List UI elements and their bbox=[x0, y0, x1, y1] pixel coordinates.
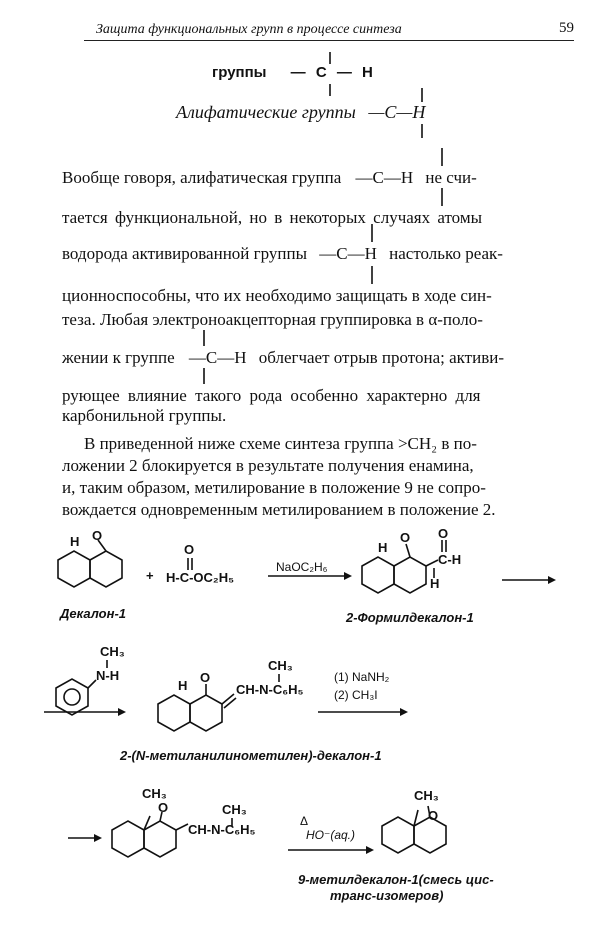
methyl-N-CH3: CH₃ bbox=[222, 802, 247, 817]
paragraph-1-line-2: тается функциональной, но в некоторых случаях атомы bbox=[62, 208, 483, 227]
paragraph-2-line-2: ложении 2 блокируется в результате получения енамина, bbox=[62, 456, 474, 475]
reagent-methyl-iodide: (2) CH₃I bbox=[334, 688, 378, 702]
ester-O: O bbox=[184, 542, 195, 557]
final-ring-O: O bbox=[428, 808, 439, 823]
paragraph-2-line-1: В приведенной ниже схеме синтеза группа >CH₂ в по- bbox=[84, 434, 477, 453]
page-number: 59 bbox=[559, 20, 574, 36]
paragraph-1-line-4: ционноспособны, что их необходимо защищать в ходе син- bbox=[62, 286, 492, 305]
paragraph-1-line-6: жении к группе —C—H облегчает отрыв протона; активи- bbox=[62, 348, 504, 367]
paragraph-1-line-3: водорода активированной группы —C—H настолько реак- bbox=[62, 244, 503, 263]
methyl-ring-O: O bbox=[158, 800, 169, 815]
formula-aliphatic: Алифатические группы —C—H bbox=[176, 102, 426, 122]
formula-groups-label: группы bbox=[212, 64, 267, 81]
decalone-structure bbox=[58, 540, 122, 587]
paragraph-2-line-3: и, таким образом, метилирование в положение 9 не сопро- bbox=[62, 478, 486, 497]
formyl-H: H bbox=[430, 576, 440, 591]
formyl-ring-O: O bbox=[400, 530, 411, 545]
plus-sign: + bbox=[146, 568, 154, 583]
amine-CH3: CH₃ bbox=[100, 644, 125, 659]
paragraph-1-line-1: Вообще говоря, алифатическая группа —C—H не счи- bbox=[62, 168, 477, 187]
paragraph-1-line-7: рующее влияние такого рода особенно характерно для bbox=[62, 386, 481, 405]
enamine-ring-H: H bbox=[178, 678, 188, 693]
reagent-heat: Δ bbox=[300, 814, 309, 828]
amine-NH: N-H bbox=[96, 668, 120, 683]
running-title: Защита функциональных групп в процессе синтеза bbox=[96, 22, 402, 37]
decalone-ring-H: H bbox=[70, 534, 80, 549]
reagent-hydroxide: HO⁻(aq.) bbox=[306, 828, 356, 842]
decalone-ring-O: O bbox=[92, 528, 103, 543]
methyl-enamine-group: CH-N-C₆H₅ bbox=[188, 822, 256, 837]
enamine-ring-O: O bbox=[200, 670, 211, 685]
paragraph-1-line-5: теза. Любая электроноакцепторная группировка в α-поло- bbox=[62, 310, 483, 329]
final-CH3: CH₃ bbox=[414, 788, 439, 803]
formyl-ring-H: H bbox=[378, 540, 388, 555]
ester-formula: H-C-OC₂H₅ bbox=[166, 570, 235, 585]
paragraph-2-line-4: вождается одновременным метилированием в положение 2. bbox=[62, 500, 496, 519]
formula-groups: группы — C — H bbox=[212, 64, 373, 81]
enamine-group: CH-N-C₆H₅ bbox=[236, 682, 304, 697]
formula-aliphatic-label: Алифатические группы bbox=[176, 102, 356, 122]
final-label-line-1: 9-метилдекалон-1(смесь цис- bbox=[298, 872, 494, 887]
reagent-sodium-amide: (1) NaNH₂ bbox=[334, 670, 390, 684]
decalone-label: Декалон-1 bbox=[60, 606, 127, 621]
formyl-O: O bbox=[438, 526, 449, 541]
enamine-label: 2-(N-метиланилинометилен)-декалон-1 bbox=[120, 748, 382, 763]
final-label-line-2: транс-изомеров) bbox=[330, 888, 444, 903]
reagent-sodium-ethoxide: NaOC₂H₆ bbox=[276, 560, 328, 574]
paragraph-1-line-8: карбонильной группы. bbox=[62, 406, 227, 425]
enamine-CH3: CH₃ bbox=[268, 658, 293, 673]
formyl-group: C-H bbox=[438, 552, 462, 567]
formyl-decalone-label: 2-Формилдекалон-1 bbox=[346, 610, 474, 625]
methyl-CH3: CH₃ bbox=[142, 786, 167, 801]
